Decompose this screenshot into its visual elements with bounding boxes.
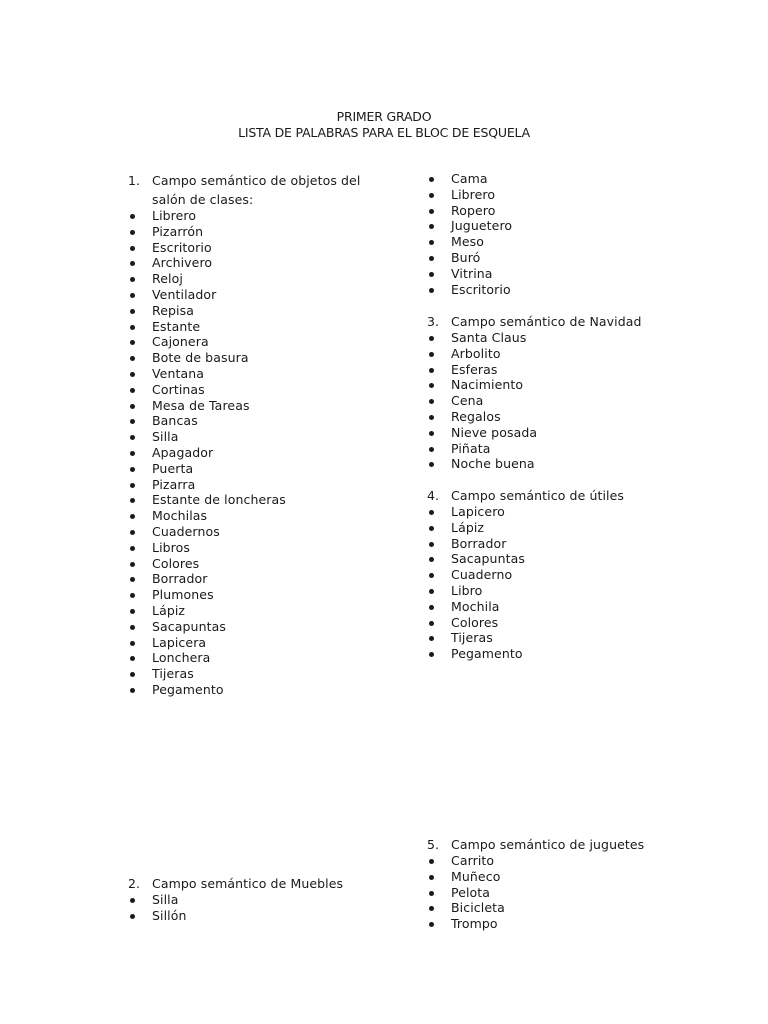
list-item: Arbolito bbox=[427, 346, 687, 362]
list-item: Colores bbox=[128, 556, 388, 572]
list-item: Juguetero bbox=[427, 218, 687, 234]
section-3-number: 3. bbox=[427, 314, 440, 329]
list-item: Lápiz bbox=[427, 520, 687, 536]
list-item: Pizarra bbox=[128, 477, 388, 493]
list-item: Escritorio bbox=[128, 240, 388, 256]
section-2-heading bbox=[128, 876, 388, 892]
section-1-list bbox=[128, 208, 388, 698]
list-item: Lápiz bbox=[128, 603, 388, 619]
list-item: Repisa bbox=[128, 303, 388, 319]
list-item: Librero bbox=[427, 187, 687, 203]
list-item: Meso bbox=[427, 234, 687, 250]
list-item: Lapicero bbox=[427, 504, 687, 520]
section-3-list bbox=[427, 330, 687, 472]
section-5 bbox=[427, 837, 687, 932]
list-item: Cortinas bbox=[128, 382, 388, 398]
list-item: Pegamento bbox=[427, 646, 687, 662]
list-item: Cena bbox=[427, 393, 687, 409]
list-item: Archivero bbox=[128, 255, 388, 271]
document-subtitle: LISTA DE PALABRAS PARA EL BLOC DE ESQUELA bbox=[238, 125, 530, 140]
list-item: Regalos bbox=[427, 409, 687, 425]
list-item: Mesa de Tareas bbox=[128, 398, 388, 414]
section-1-number: 1. bbox=[128, 173, 141, 188]
section-2-number: 2. bbox=[128, 876, 141, 891]
list-item: Borrador bbox=[128, 571, 388, 587]
list-item: Trompo bbox=[427, 916, 687, 932]
list-item: Silla bbox=[128, 892, 388, 908]
section-4-list bbox=[427, 504, 687, 662]
section-3-heading bbox=[427, 314, 687, 330]
list-item: Bancas bbox=[128, 413, 388, 429]
list-item: Librero bbox=[128, 208, 388, 224]
list-item: Lonchera bbox=[128, 650, 388, 666]
section-2-list bbox=[128, 892, 388, 924]
list-item: Cajonera bbox=[128, 334, 388, 350]
list-item: Colores bbox=[427, 615, 687, 631]
list-item: Santa Claus bbox=[427, 330, 687, 346]
section-5-heading bbox=[427, 837, 687, 853]
list-item: Tijeras bbox=[427, 630, 687, 646]
list-item: Mochila bbox=[427, 599, 687, 615]
list-item: Esferas bbox=[427, 362, 687, 378]
list-item: Silla bbox=[128, 429, 388, 445]
list-item: Carrito bbox=[427, 853, 687, 869]
list-item: Libros bbox=[128, 540, 388, 556]
section-4-number: 4. bbox=[427, 488, 440, 503]
list-item: Libro bbox=[427, 583, 687, 599]
section-4 bbox=[427, 488, 687, 662]
section-2-heading-text: Campo semántico de Muebles bbox=[152, 876, 344, 891]
list-item: Sacapuntas bbox=[128, 619, 388, 635]
document-title: PRIMER GRADO bbox=[336, 109, 432, 124]
list-item: Sacapuntas bbox=[427, 551, 687, 567]
list-item: Muñeco bbox=[427, 869, 687, 885]
section-1 bbox=[128, 171, 388, 698]
list-item: Bote de basura bbox=[128, 350, 388, 366]
section-3-heading-text: Campo semántico de Navidad bbox=[451, 314, 642, 329]
list-item: Buró bbox=[427, 250, 687, 266]
list-item: Bicicleta bbox=[427, 900, 687, 916]
list-item: Estante de loncheras bbox=[128, 492, 388, 508]
section-5-list bbox=[427, 853, 687, 932]
list-item: Escritorio bbox=[427, 282, 687, 298]
list-item: Estante bbox=[128, 319, 388, 335]
list-item: Borrador bbox=[427, 536, 687, 552]
list-item: Ventilador bbox=[128, 287, 388, 303]
section-1-heading-line2: salón de clases: bbox=[152, 192, 254, 207]
list-item: Puerta bbox=[128, 461, 388, 477]
list-item: Piñata bbox=[427, 441, 687, 457]
list-item: Lapicera bbox=[128, 635, 388, 651]
section-5-heading-text: Campo semántico de juguetes bbox=[451, 837, 645, 852]
list-item: Plumones bbox=[128, 587, 388, 603]
list-item: Cuadernos bbox=[128, 524, 388, 540]
list-item: Pelota bbox=[427, 885, 687, 901]
section-2 bbox=[128, 876, 388, 924]
list-item: Cama bbox=[427, 171, 687, 187]
section-2-continued-list bbox=[427, 171, 687, 297]
section-1-heading-line1: Campo semántico de objetos del bbox=[152, 173, 361, 188]
section-3 bbox=[427, 314, 687, 472]
list-item: Pegamento bbox=[128, 682, 388, 698]
section-4-heading bbox=[427, 488, 687, 504]
list-item: Ventana bbox=[128, 366, 388, 382]
list-item: Apagador bbox=[128, 445, 388, 461]
list-item: Reloj bbox=[128, 271, 388, 287]
list-item: Vitrina bbox=[427, 266, 687, 282]
list-item: Tijeras bbox=[128, 666, 388, 682]
section-2-continued bbox=[427, 171, 687, 297]
list-item: Nieve posada bbox=[427, 425, 687, 441]
list-item: Sillón bbox=[128, 908, 388, 924]
list-item: Mochilas bbox=[128, 508, 388, 524]
section-1-heading bbox=[128, 171, 388, 209]
list-item: Pizarrón bbox=[128, 224, 388, 240]
section-4-heading-text: Campo semántico de útiles bbox=[451, 488, 625, 503]
list-item: Nacimiento bbox=[427, 377, 687, 393]
list-item: Noche buena bbox=[427, 456, 687, 472]
list-item: Cuaderno bbox=[427, 567, 687, 583]
list-item: Ropero bbox=[427, 203, 687, 219]
section-5-number: 5. bbox=[427, 837, 440, 852]
